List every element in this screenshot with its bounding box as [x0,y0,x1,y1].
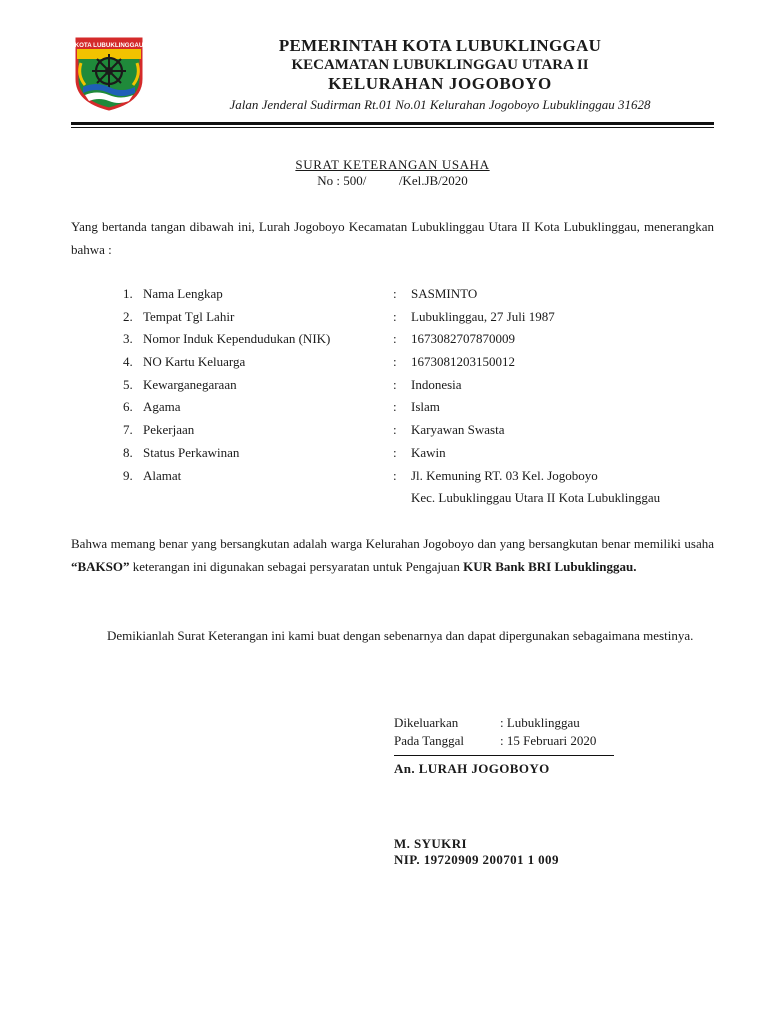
row-label: Tempat Tgl Lahir [143,308,235,324]
date-value: : 15 Februari 2020 [500,733,597,748]
signatory-nip: NIP. 19720909 200701 1 009 [394,852,559,867]
statement-part1: Bahwa memang benar yang bersangkutan adalah warga Kelurahan Jogoboyo dan yang bersangkutan benar memiliki usaha [71,536,714,551]
row-label: Nomor Induk Kependudukan (NIK) [143,331,331,347]
letter-number: No : 500/ /Kel.JB/2020 [317,173,468,188]
identity-row [123,351,723,374]
letterhead-village: KELURAHAN JOGOBOYO [328,74,552,93]
row-value: Kec. Lubuklinggau Utara II Kota Lubuklinggau [411,490,661,506]
row-label: NO Kartu Keluarga [143,354,246,370]
letterhead-address: Jalan Jenderal Sudirman Rt.01 No.01 Kelurahan Jogoboyo Lubuklinggau 31628 [229,97,651,112]
row-value: SASMINTO [411,286,478,301]
row-colon: : [393,467,397,483]
row-value: Islam [411,399,440,415]
row-value: Jl. Kemuning RT. 03 Kel. Jogoboyo [411,467,598,483]
row-label: Agama [143,399,181,415]
row-value: Lubuklinggau, 27 Juli 1987 [411,308,555,324]
row-value: Karyawan Swasta [411,422,505,438]
row-label: Alamat [143,467,182,483]
row-value: 1673081203150012 [411,354,515,370]
row-label: Pekerjaan [143,422,195,438]
identity-row [123,442,723,465]
row-value: Indonesia [411,376,462,392]
identity-row [123,465,723,488]
row-colon: : [393,331,397,347]
letterhead-district: KECAMATAN LUBUKLINGGAU UTARA II [291,57,589,73]
row-value: 1673082707870009 [411,331,515,347]
issuance-block [394,714,624,750]
issued-label: Dikeluarkan [394,715,459,730]
identity-row [123,396,723,419]
letter-title-block [71,157,714,189]
row-label: Status Perkawinan [143,444,240,460]
signature-divider [394,755,614,756]
identity-row [123,374,723,397]
svg-text:KOTA LUBUKLINGGAU: KOTA LUBUKLINGGAU [74,42,144,49]
row-label: Nama Lengkap [143,286,223,301]
on-behalf-of: An. LURAH JOGOBOYO [394,761,550,776]
identity-list [123,283,723,510]
letter-title: SURAT KETERANGAN USAHA [295,157,490,172]
row-colon: : [393,422,397,438]
signatory-name: M. SYUKRI [394,836,467,851]
identity-row [123,419,723,442]
row-colon: : [393,308,397,324]
statement-paragraph [71,532,714,578]
row-colon: : [393,286,397,301]
letterhead [160,36,720,114]
letterhead-government: PEMERINTAH KOTA LUBUKLINGGAU [278,36,602,55]
row-number: 4. [123,354,133,370]
row-number: 6. [123,399,133,415]
letterhead-divider-thin [71,127,714,128]
issued-value: : Lubuklinggau [500,715,580,730]
signatory [394,836,559,868]
identity-row [123,306,723,329]
row-colon: : [393,399,397,415]
row-number: 8. [123,444,133,460]
statement-part2: keterangan ini digunakan sebagai persyaratan untuk Pengajuan [129,559,464,574]
city-emblem-icon [71,35,147,111]
intro-paragraph: Yang bertanda tangan dibawah ini, Lurah Jogoboyo Kecamatan Lubuklinggau Utara II Kota Lubuklinggau, menerangkan bahwa : [71,219,714,257]
purpose-text: KUR Bank BRI Lubuklinggau. [463,559,637,574]
row-colon: : [393,354,397,370]
identity-row [123,328,723,351]
row-number: 3. [123,331,133,347]
row-number: 7. [123,422,133,438]
letterhead-divider-thick [71,122,714,125]
row-number: 5. [123,376,133,392]
row-number: 1. [123,286,133,301]
date-label: Pada Tanggal [394,733,464,748]
closing-paragraph: Demikianlah Surat Keterangan ini kami buat dengan sebenarnya dan dapat dipergunakan sebagaimana mestinya. [107,628,694,643]
row-value: Kawin [411,444,446,460]
row-colon: : [393,444,397,460]
business-name: “BAKSO” [71,559,130,574]
row-number: 2. [123,308,133,324]
identity-row [123,283,723,306]
row-number: 9. [123,467,133,483]
identity-row [123,487,723,510]
row-colon: : [393,376,397,392]
row-label: Kewarganegaraan [143,376,237,392]
